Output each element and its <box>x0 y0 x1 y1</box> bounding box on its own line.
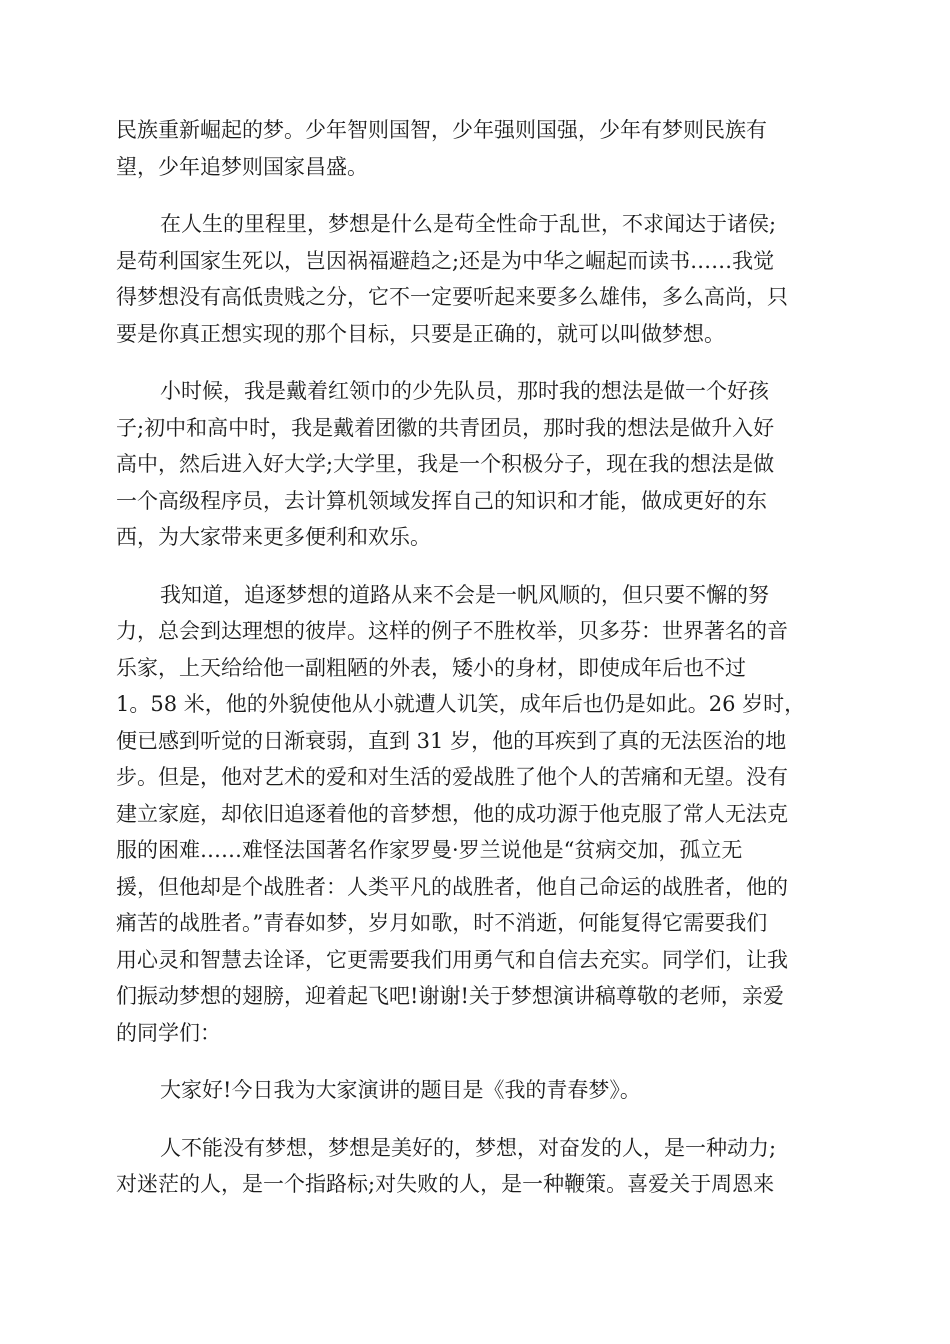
paragraph <box>116 577 838 1052</box>
text-line: 小时候，我是戴着红领巾的少先队员，那时我的想法是做一个好孩 <box>160 379 769 403</box>
paragraph <box>116 373 838 556</box>
paragraph <box>116 206 838 352</box>
text-line: 援，但他却是个战胜者：人类平凡的战胜者，他自己命运的战胜者，他的 <box>116 874 788 899</box>
text-line: 一个高级程序员，去计算机领域发挥自己的知识和才能，做成更好的东 <box>116 488 767 513</box>
text-line: 1。58 米，他的外貌使他从小就遭人讥笑，成年后也仍是如此。26 岁时， <box>116 692 806 716</box>
text-line: 高中，然后进入好大学;大学里，我是一个积极分子，现在我的想法是做 <box>116 452 775 476</box>
paragraph <box>116 112 838 185</box>
text-line: 子;初中和高中时，我是戴着团徽的共青团员，那时我的想法是做升入好 <box>116 415 775 440</box>
text-line: 西，为大家带来更多便利和欢乐。 <box>116 525 431 549</box>
text-line: 步。但是，他对艺术的爱和对生活的爱战胜了他个人的苦痛和无望。没有 <box>116 765 788 789</box>
paragraph <box>116 1072 838 1109</box>
text-line: 得梦想没有高低贵贱之分，它不一定要听起来要多么雄伟，多么高尚，只 <box>116 285 788 309</box>
text-line: 力，总会到达理想的彼岸。这样的例子不胜枚举，贝多芬：世界著名的音 <box>116 619 788 643</box>
text-line: 服的困难……难怪法国著名作家罗曼·罗兰说他是“贫病交加，孤立无 <box>116 838 743 862</box>
document-body <box>116 112 838 1203</box>
text-line: 人不能没有梦想，梦想是美好的，梦想，对奋发的人，是一种动力; <box>160 1135 777 1160</box>
paragraph <box>116 1130 838 1203</box>
text-line: 建立家庭，却依旧追逐着他的音梦想，他的成功源于他克服了常人无法克 <box>116 801 788 826</box>
text-line: 乐家，上天给给他一副粗陋的外表，矮小的身材，即使成年后也不过 <box>116 655 746 680</box>
text-line: 大家好!今日我为大家演讲的题目是《我的青春梦》。 <box>160 1078 641 1102</box>
text-line: 我知道，追逐梦想的道路从来不会是一帆风顺的，但只要不懈的努 <box>160 582 769 607</box>
text-line: 在人生的里程里，梦想是什么是苟全性命于乱世，不求闻达于诸侯; <box>160 212 777 236</box>
text-line: 痛苦的战胜者。”青春如梦，岁月如歌，时不消逝，何能复得它需要我们 <box>116 911 768 935</box>
text-line: 的同学们： <box>116 1020 221 1045</box>
text-line: 要是你真正想实现的那个目标，只要是正确的，就可以叫做梦想。 <box>116 321 725 346</box>
text-line: 们振动梦想的翅膀，迎着起飞吧!谢谢!关于梦想演讲稿尊敬的老师，亲爱 <box>116 984 784 1008</box>
text-line: 便已感到听觉的日渐衰弱，直到 31 岁，他的耳疾到了真的无法医治的地 <box>116 728 787 753</box>
text-line: 民族重新崛起的梦。少年智则国智，少年强则国强，少年有梦则民族有 <box>116 118 767 142</box>
text-line: 用心灵和智慧去诠译，它更需要我们用勇气和自信去充实。同学们，让我 <box>116 947 788 972</box>
text-line: 是苟利国家生死以，岂因祸福避趋之;还是为中华之崛起而读书……我觉 <box>116 248 775 273</box>
text-line: 对迷茫的人，是一个指路标;对失败的人，是一种鞭策。喜爱关于周恩来 <box>116 1172 775 1196</box>
text-line: 望，少年追梦则国家昌盛。 <box>116 154 368 179</box>
